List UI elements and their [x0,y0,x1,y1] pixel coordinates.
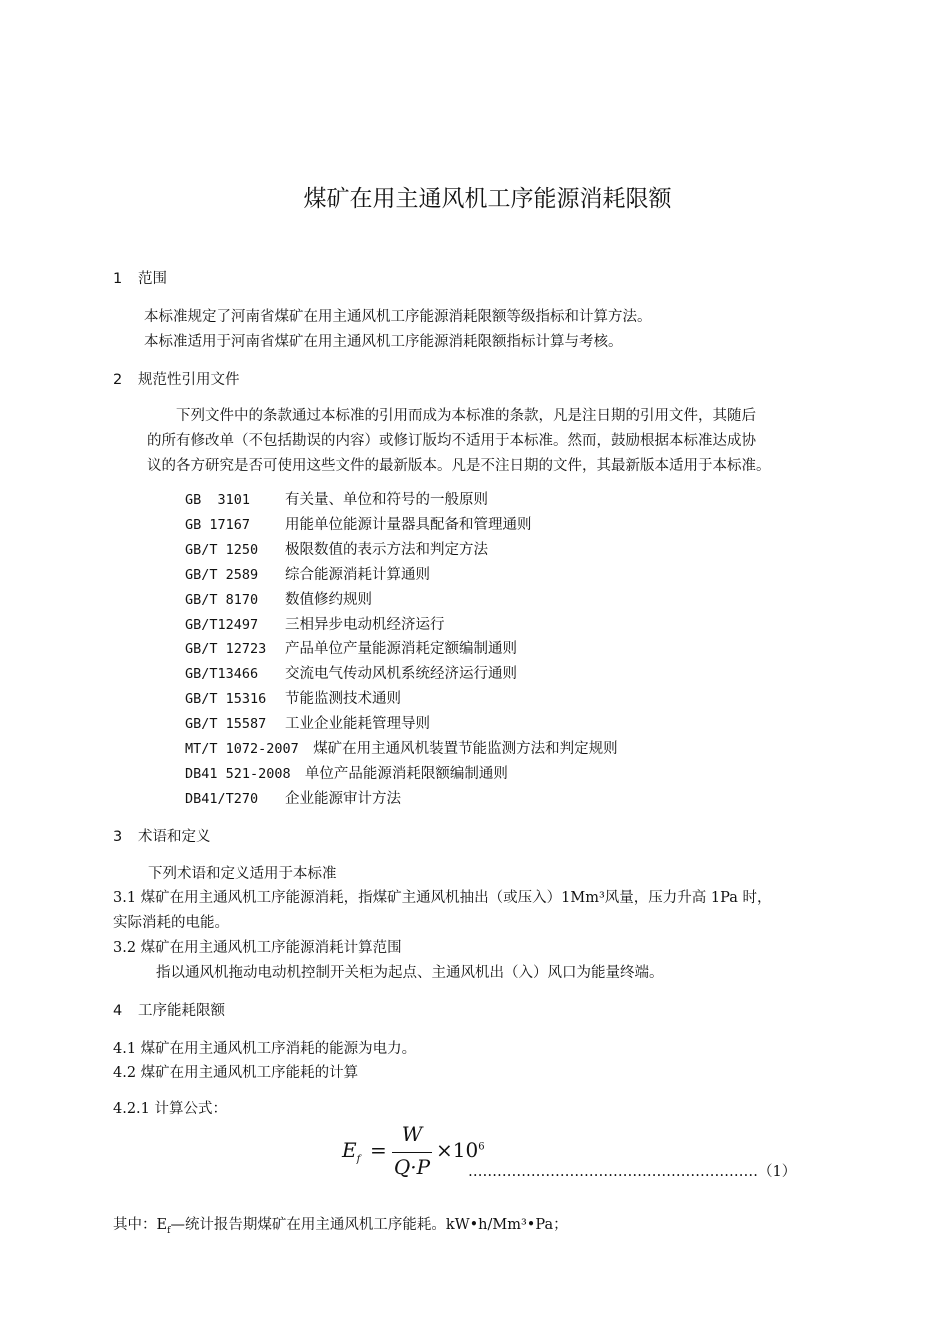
reference-item [185,513,532,534]
section-4-heading [113,999,225,1020]
formula-equals: = [370,1138,387,1162]
reference-title: 交流电气传动风机系统经济运行通则 [285,666,517,683]
reference-title: 用能单位能源计量器具配备和管理通则 [285,516,532,533]
formula-numerator: W [401,1122,423,1146]
reference-item [185,687,401,708]
reference-item [185,762,508,783]
reference-item [185,662,517,683]
reference-code: GB/T 1250 [185,541,259,558]
equation-leader-dots: …………………………………………………… [468,1164,758,1180]
formula-multiplier: $\times 10^6$ [436,1138,485,1162]
reference-item [185,488,488,509]
reference-item [185,712,430,733]
definition-3-1-line-2: 实际消耗的电能。 [113,915,229,931]
reference-title: 工业企业能耗管理导则 [285,716,430,733]
reference-title: 三相异步电动机经济运行 [285,616,445,633]
clause-4-2-1: 4.2.1 计算公式： [113,1101,228,1117]
references-paragraph-line-3: 议的各方研究是否可使用这些文件的最新版本。凡是不注日期的文件，其最新版本适用于本标准。 [147,458,771,474]
reference-code: GB/T12497 [185,616,259,633]
reference-code: GB/T 15587 [185,716,267,733]
section-title: 术语和定义 [138,829,211,845]
reference-title: 极限数值的表示方法和判定方法 [285,541,488,558]
references-paragraph-line-1: 下列文件中的条款通过本标准的引用而成为本标准的条款，凡是注日期的引用文件，其随后 [176,408,756,424]
definition-3-2-body: 指以通风机拖动电动机控制开关柜为起点、主通风机出（入）风口为能量终端。 [156,965,664,981]
reference-item [185,613,445,634]
reference-code: GB 17167 [185,516,251,533]
section-title: 工序能耗限额 [138,1003,225,1019]
energy-formula [340,1122,485,1182]
section-1-heading [113,267,167,288]
definition-3-1-line-1: 3.1 煤矿在用主通风机工序能源消耗，指煤矿主通风机抽出（或压入）1Mm³风量，压力升高 1Pa 时， [113,890,772,906]
reference-code: DB41/T270 [185,790,259,807]
references-paragraph-line-2: 的所有修改单（不包括勘误的内容）或修订版均不适用于本标准。然而，鼓励根据本标准达成协 [147,433,756,449]
section-3-heading [113,825,211,846]
reference-title: 数值修约规则 [285,591,372,608]
reference-title: 产品单位产量能源消耗定额编制通则 [285,641,517,658]
section-number: 3 [113,829,123,845]
fraction-bar [392,1152,432,1153]
reference-title: 有关量、单位和符号的一般原则 [285,492,488,508]
reference-title: 煤矿在用主通风机装置节能监测方法和判定规则 [313,741,618,757]
formula-lhs: $E_f$ [342,1138,361,1165]
reference-item [185,737,618,758]
reference-item [185,637,517,658]
document-title: 煤矿在用主通风机工序能源消耗限额 [303,186,672,212]
reference-code: GB/T13466 [185,666,259,683]
clause-4-2: 4.2 煤矿在用主通风机工序能耗的计算 [113,1065,359,1081]
reference-title: 单位产品能源消耗限额编制通则 [304,765,508,782]
reference-code: DB41 521-2008 [185,765,291,782]
section-number: 1 [113,271,123,287]
reference-code: GB/T 8170 [185,591,259,608]
reference-title: 企业能源审计方法 [285,790,401,807]
reference-title: 综合能源消耗计算通则 [285,566,430,583]
reference-code: GB/T 2589 [185,566,259,583]
section-number: 4 [113,1003,123,1019]
reference-item [185,588,372,609]
reference-title: 节能监测技术通则 [285,691,401,708]
reference-code: GB 3101 [185,492,251,508]
section-title: 范围 [138,271,167,287]
reference-code: GB/T 15316 [185,691,267,708]
equation-number: （1） [758,1164,797,1180]
scope-paragraph-1: 本标准规定了河南省煤矿在用主通风机工序能源消耗限额等级指标和计算方法。 [144,309,652,325]
reference-item [185,787,401,808]
formula-denominator: Q·P [393,1155,431,1179]
reference-item [185,563,430,584]
definition-3-2-title: 3.2 煤矿在用主通风机工序能源消耗计算范围 [113,940,402,956]
section-number: 2 [113,372,123,388]
section-2-heading [113,368,240,389]
clause-4-1: 4.1 煤矿在用主通风机工序消耗的能源为电力。 [113,1041,417,1057]
scope-paragraph-2: 本标准适用于河南省煤矿在用主通风机工序能源消耗限额指标计算与考核。 [144,334,623,350]
variable-definition: 其中：$E_f—$统计报告期煤矿在用主通风机工序能耗。kW•h/Mm³•Pa； [113,1217,568,1236]
reference-item [185,538,488,559]
reference-code: GB/T 12723 [185,641,267,658]
section-title: 规范性引用文件 [138,372,240,388]
reference-code: MT/T 1072-2007 [185,741,299,757]
equation-number-line [468,1160,796,1181]
terms-intro: 下列术语和定义适用于本标准 [148,866,337,882]
